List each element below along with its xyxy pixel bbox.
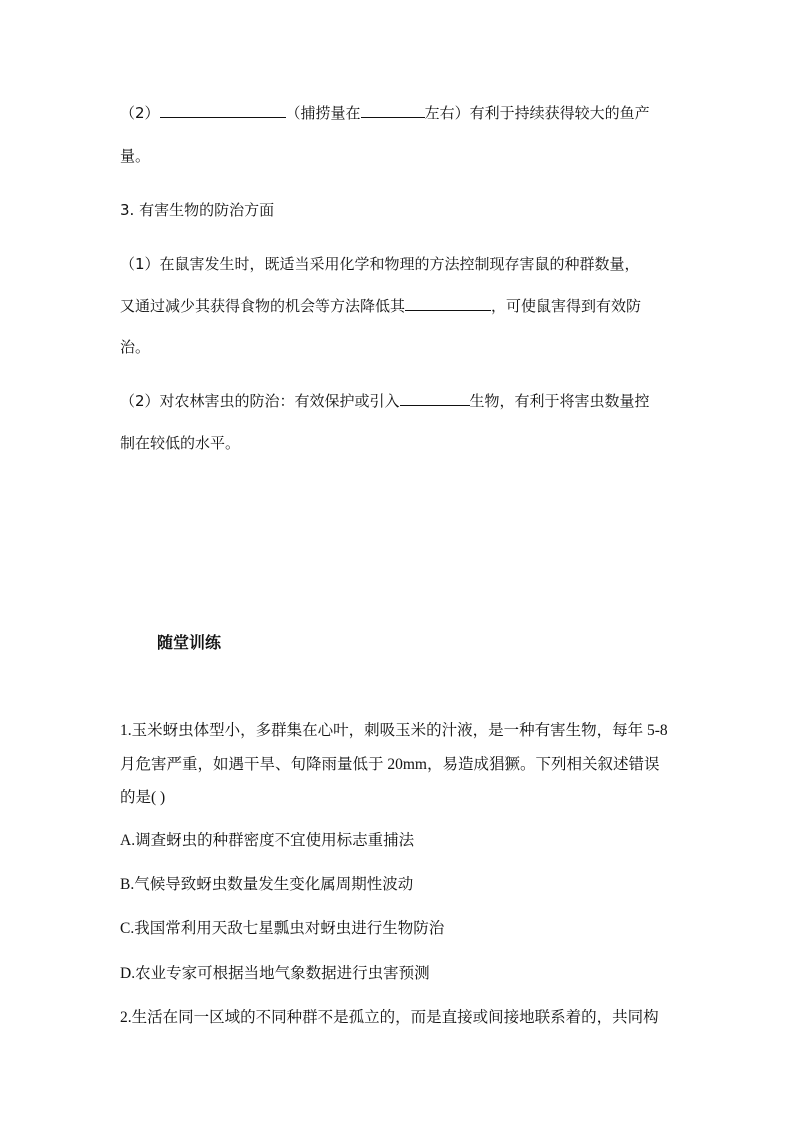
answer-blank bbox=[160, 105, 286, 118]
fill-paragraph-3-1-line-2 bbox=[120, 295, 641, 316]
option-b: B.气候导致蚜虫数量发生变化属周期性波动 bbox=[120, 876, 414, 893]
fill-paragraph-2-line-2: 量。 bbox=[120, 147, 151, 165]
question-1-line-3: 的是( ) bbox=[120, 789, 166, 806]
answer-blank bbox=[400, 393, 470, 406]
option-d: D.农业专家可根据当地气象数据进行虫害预测 bbox=[120, 965, 430, 982]
fill-text: 左右）有利于持续获得较大的鱼产 bbox=[424, 104, 650, 122]
fill-text: （捕捞量在 bbox=[285, 104, 361, 122]
fill-paragraph-3-1-line-3: 治。 bbox=[120, 338, 151, 356]
option-a: A.调查蚜虫的种群密度不宜使用标志重捕法 bbox=[120, 832, 415, 849]
fill-paragraph-2-line-1 bbox=[120, 102, 650, 123]
question-1-line-1: 1.玉米蚜虫体型小，多群集在心叶，刺吸玉米的汁液，是一种有害生物，每年 5-8 bbox=[120, 722, 668, 739]
fill-paragraph-3-2-line-1 bbox=[120, 390, 650, 411]
fill-text: ，可使鼠害得到有效防 bbox=[491, 297, 642, 315]
fill-text: 又通过减少其获得食物的机会等方法降低其 bbox=[120, 297, 406, 315]
fill-paragraph-3-1-line-1: （1）在鼠害发生时，既适当采用化学和物理的方法控制现存害鼠的种群数量， bbox=[120, 255, 640, 273]
item-number: （2） bbox=[120, 104, 160, 122]
option-c: C.我国常利用天敌七星瓢虫对蚜虫进行生物防治 bbox=[120, 920, 445, 937]
question-1-line-2: 月危害严重，如遇干旱、旬降雨量低于 20mm，易造成猖獗。下列相关叙述错误 bbox=[120, 756, 660, 773]
fill-text: （2）对农林害虫的防治：有效保护或引入 bbox=[120, 392, 400, 410]
section-3-title: 3. 有害生物的防治方面 bbox=[120, 201, 275, 219]
answer-blank bbox=[405, 298, 491, 311]
answer-blank bbox=[361, 105, 425, 118]
question-2-line-1: 2.生活在同一区域的不同种群不是孤立的，而是直接或间接地联系着的，共同构 bbox=[120, 1009, 659, 1026]
fill-text: 生物，有利于将害虫数量控 bbox=[469, 392, 650, 410]
section-heading: 随堂训练 bbox=[157, 633, 222, 652]
fill-paragraph-3-2-line-2: 制在较低的水平。 bbox=[120, 434, 241, 452]
